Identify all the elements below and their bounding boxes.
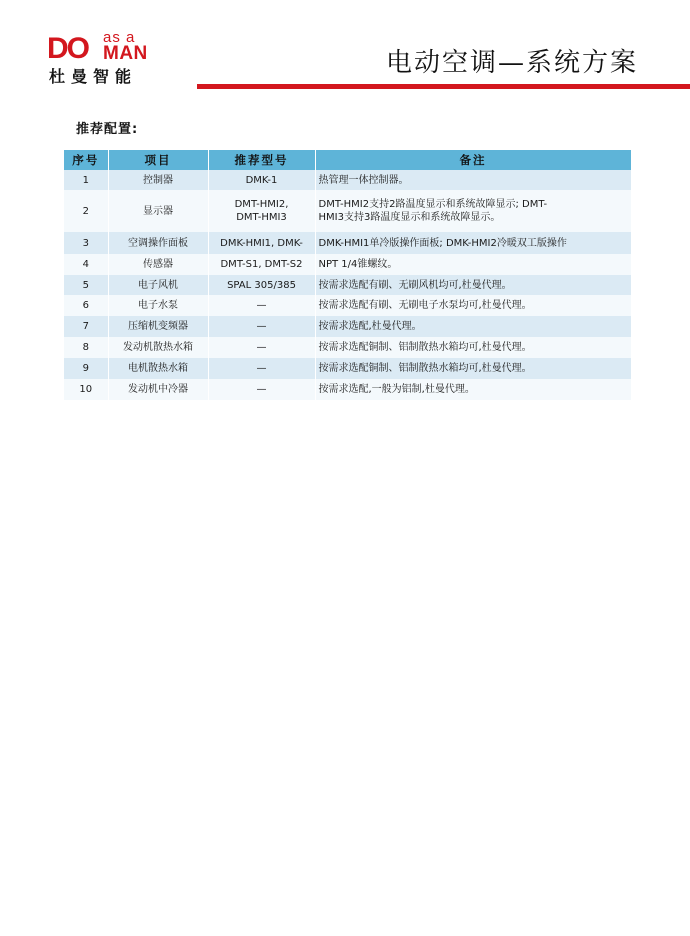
cell-no: 1	[64, 170, 108, 190]
cell-no: 5	[64, 275, 108, 295]
cell-model: DMT-HMI2, DMT-HMI3	[208, 190, 315, 232]
column-header-note: 备注	[315, 150, 631, 170]
cell-item: 发动机中冷器	[108, 379, 208, 400]
table-row	[64, 190, 631, 232]
column-header-no: 序号	[64, 150, 108, 170]
cell-note: 按需求选配铜制、铝制散热水箱均可,杜曼代理。	[315, 358, 631, 379]
section-label: 推荐配置:	[76, 122, 139, 137]
cell-note: DMT-HMI2支持2路温度显示和系统故障显示; DMT- HMI3支持3路温度显示和系统故障显示。	[315, 190, 631, 232]
table-row	[64, 337, 631, 358]
table-row	[64, 170, 631, 190]
cell-model: —	[208, 379, 315, 400]
cell-model: DMT-S1, DMT-S2	[208, 254, 315, 275]
cell-note: NPT 1/4锥螺纹。	[315, 254, 631, 275]
table-row	[64, 316, 631, 337]
cell-model: —	[208, 358, 315, 379]
cell-item: 传感器	[108, 254, 208, 275]
column-header-item: 项目	[108, 150, 208, 170]
cell-note: 按需求选配,一般为铝制,杜曼代理。	[315, 379, 631, 400]
cell-no: 9	[64, 358, 108, 379]
logo-do-text: DO	[47, 32, 88, 65]
logo-asa-text: as a	[103, 29, 136, 46]
cell-item: 空调操作面板	[108, 232, 208, 254]
cell-no: 10	[64, 379, 108, 400]
cell-item: 压缩机变频器	[108, 316, 208, 337]
document-title: 电动空调—系统方案	[385, 48, 638, 78]
table-row	[64, 275, 631, 295]
table-row	[64, 254, 631, 275]
cell-no: 4	[64, 254, 108, 275]
cell-item: 电子风机	[108, 275, 208, 295]
cell-note: 按需求选配,杜曼代理。	[315, 316, 631, 337]
cell-model: DMK-HMI1, DMK-	[208, 232, 315, 254]
logo-company-name: 杜曼智能	[49, 67, 138, 86]
cell-note: 热管理一体控制器。	[315, 170, 631, 190]
logo-man-text: MAN	[103, 43, 148, 64]
cell-item: 控制器	[108, 170, 208, 190]
header-divider-bar	[197, 84, 690, 89]
cell-item: 电子水泵	[108, 295, 208, 316]
cell-note: 按需求选配有刷、无刷风机均可,杜曼代理。	[315, 275, 631, 295]
cell-model: DMK-1	[208, 170, 315, 190]
cell-model: —	[208, 295, 315, 316]
table-row	[64, 232, 631, 254]
cell-no: 7	[64, 316, 108, 337]
cell-note: 按需求选配铜制、铝制散热水箱均可,杜曼代理。	[315, 337, 631, 358]
cell-item: 发动机散热水箱	[108, 337, 208, 358]
table-header-row	[64, 150, 631, 170]
table-row	[64, 379, 631, 400]
cell-no: 3	[64, 232, 108, 254]
cell-no: 2	[64, 190, 108, 232]
cell-model: —	[208, 316, 315, 337]
brand-logo	[47, 28, 167, 90]
cell-no: 8	[64, 337, 108, 358]
cell-item: 电机散热水箱	[108, 358, 208, 379]
cell-model: —	[208, 337, 315, 358]
recommended-config-table	[64, 150, 632, 400]
cell-item: 显示器	[108, 190, 208, 232]
table-row	[64, 295, 631, 316]
cell-note: DMK-HMI1单冷版操作面板; DMK-HMI2冷暖双工版操作	[315, 232, 631, 254]
table-row	[64, 358, 631, 379]
cell-no: 6	[64, 295, 108, 316]
cell-note: 按需求选配有刷、无刷电子水泵均可,杜曼代理。	[315, 295, 631, 316]
column-header-model: 推荐型号	[208, 150, 315, 170]
cell-model: SPAL 305/385	[208, 275, 315, 295]
